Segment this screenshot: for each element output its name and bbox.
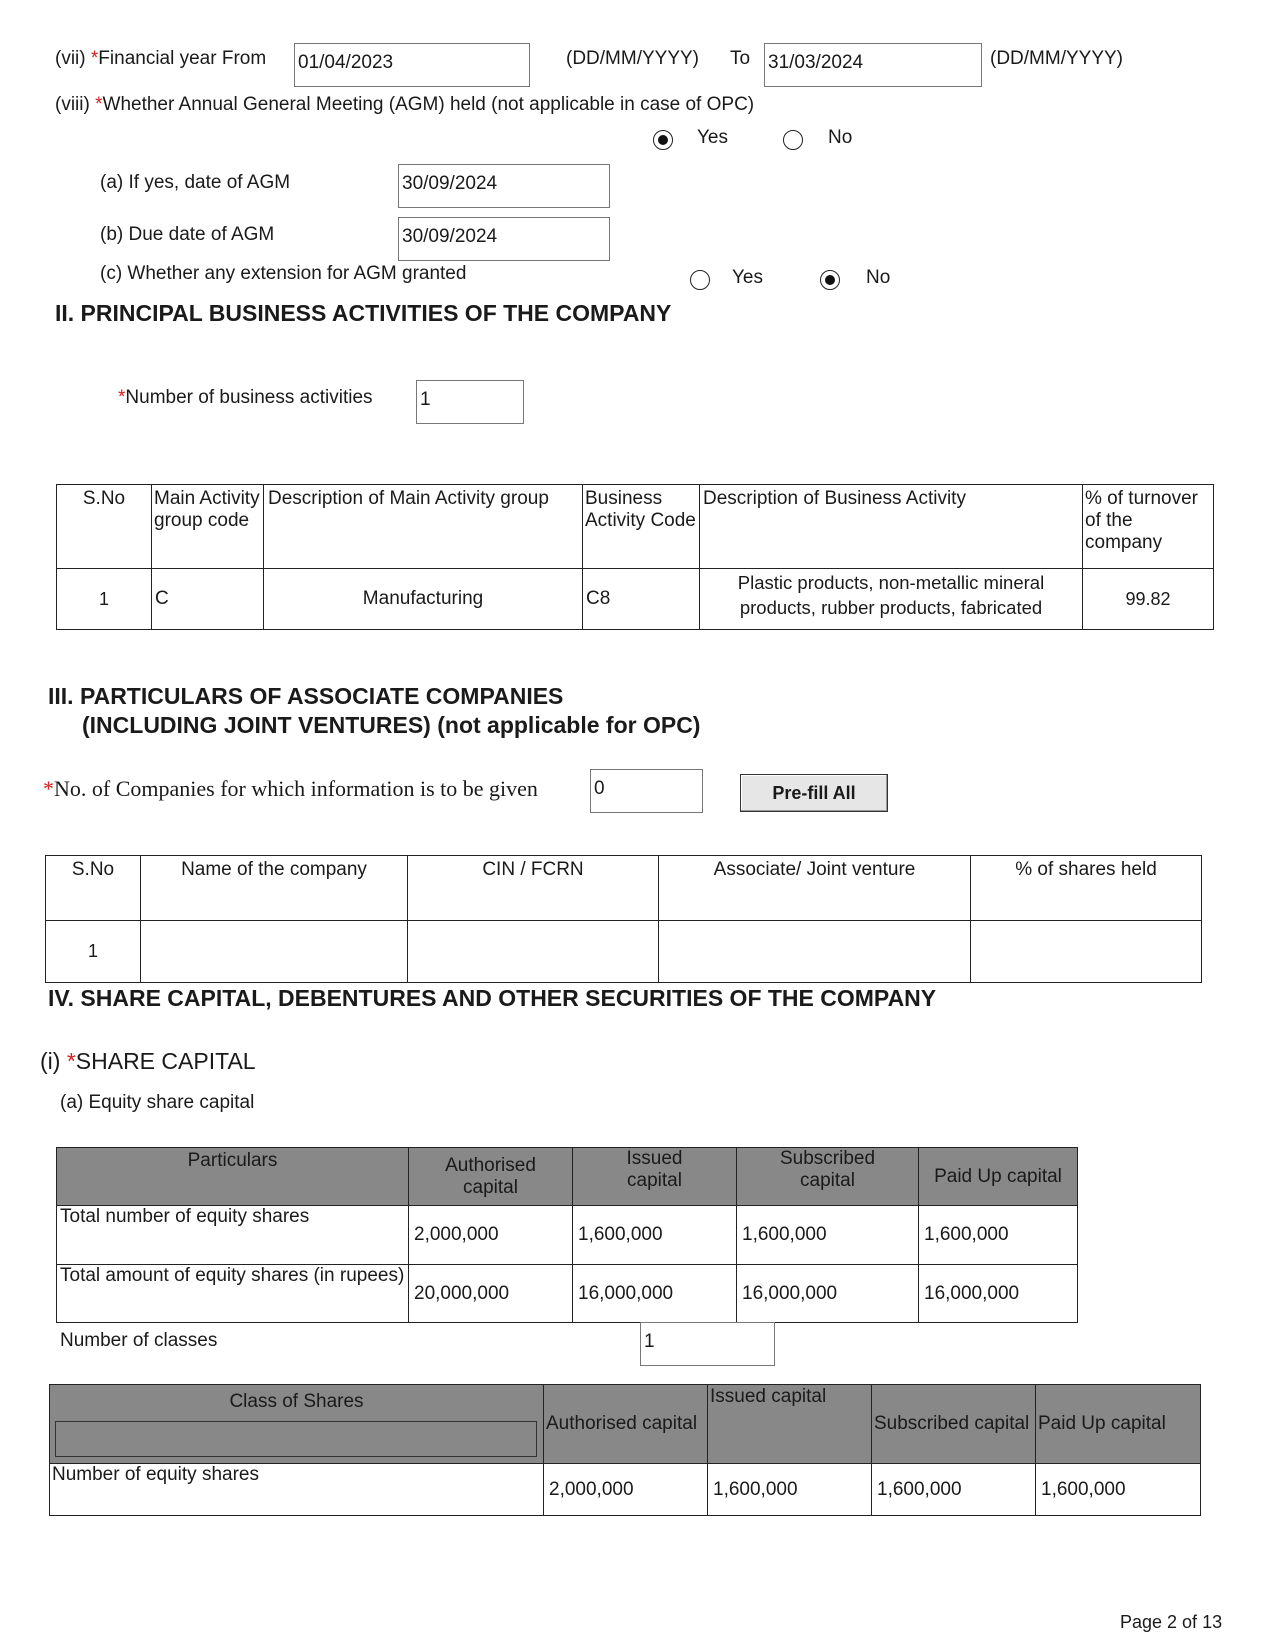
table-header-row: [50, 1385, 1201, 1464]
business-count-field[interactable]: 1: [416, 380, 524, 424]
header-shares-held: % of shares held: [971, 856, 1202, 921]
header-associate-jv: Associate/ Joint venture: [659, 856, 971, 921]
cell-paid-up[interactable]: 16,000,000: [919, 1265, 1078, 1323]
ext-yes-radio[interactable]: [690, 270, 710, 290]
header-sno: S.No: [46, 856, 141, 921]
agm-no-radio[interactable]: [783, 130, 803, 150]
cell-authorised[interactable]: 2,000,000: [409, 1206, 573, 1265]
header-authorised: Authorised capital: [409, 1148, 573, 1206]
fy-to-field[interactable]: 31/03/2024: [764, 43, 982, 87]
table-header-row: [46, 856, 1202, 921]
header-turnover: % of turnover of the company: [1083, 485, 1214, 569]
cell-shares-held[interactable]: [971, 921, 1202, 983]
table-row: [46, 921, 1202, 983]
cell-associate-jv[interactable]: [659, 921, 971, 983]
agm-no-label: No: [828, 127, 853, 148]
header-issued: Issued capital: [573, 1148, 737, 1206]
cell-authorised[interactable]: 20,000,000: [409, 1265, 573, 1323]
header-subscribed: Subscribed capital: [872, 1385, 1036, 1464]
equity-share-capital-table: [56, 1147, 1078, 1323]
cell-issued[interactable]: 16,000,000: [573, 1265, 737, 1323]
agm-yes-radio[interactable]: [653, 130, 673, 150]
header-cin: CIN / FCRN: [408, 856, 659, 921]
fy-from-format: (DD/MM/YYYY): [566, 48, 699, 69]
fy-label: (vii) *Financial year From: [55, 48, 267, 69]
cell-cin[interactable]: [408, 921, 659, 983]
classes-label: Number of classes: [60, 1330, 218, 1351]
section-3-heading: III. PARTICULARS OF ASSOCIATE COMPANIES: [48, 683, 564, 709]
cell-issued[interactable]: 1,600,000: [573, 1206, 737, 1265]
agm-date-field[interactable]: 30/09/2024: [398, 164, 610, 208]
cell-turnover: 99.82: [1083, 569, 1214, 630]
ext-no-radio[interactable]: [820, 270, 840, 290]
section-3-subheading: (INCLUDING JOINT VENTURES) (not applicable for OPC): [82, 712, 701, 738]
header-sno: S.No: [57, 485, 152, 569]
cell-paid-up[interactable]: 1,600,000: [1036, 1464, 1201, 1516]
equity-share-capital-label: (a) Equity share capital: [60, 1092, 255, 1113]
agm-question: (viii) *Whether Annual General Meeting (AGM) held (not applicable in case of OPC): [55, 94, 755, 115]
header-main-activity-desc: Description of Main Activity group: [264, 485, 583, 569]
agm-due-field[interactable]: 30/09/2024: [398, 217, 610, 261]
classes-field[interactable]: 1: [640, 1322, 775, 1366]
header-paid-up: Paid Up capital: [919, 1148, 1078, 1206]
cell-sno: 1: [46, 921, 141, 983]
header-particulars: Particulars: [57, 1148, 409, 1206]
header-paid-up: Paid Up capital: [1036, 1385, 1201, 1464]
table-row: [57, 1265, 1078, 1323]
cell-subscribed[interactable]: 1,600,000: [872, 1464, 1036, 1516]
cell-sno: 1: [57, 569, 152, 630]
class-of-shares-table: [49, 1384, 1201, 1516]
agm-due-label: (b) Due date of AGM: [100, 224, 275, 245]
associate-companies-table: [45, 855, 1202, 983]
row-label: Number of equity shares: [50, 1464, 544, 1516]
header-issued: Issued capital: [708, 1385, 872, 1464]
table-row: [57, 569, 1214, 630]
header-main-activity-code: Main Activity group code: [152, 485, 264, 569]
table-row: [50, 1464, 1201, 1516]
associate-count-field[interactable]: 0: [590, 769, 703, 813]
class-of-shares-input[interactable]: [55, 1421, 537, 1457]
cell-issued[interactable]: 1,600,000: [708, 1464, 872, 1516]
row-label: Total number of equity shares: [57, 1206, 409, 1265]
fy-to-label: To: [730, 48, 751, 69]
header-business-code: Business Activity Code: [583, 485, 700, 569]
header-business-desc: Description of Business Activity: [700, 485, 1083, 569]
agm-yes-label: Yes: [697, 127, 728, 148]
cell-business-code[interactable]: C8: [583, 569, 700, 630]
table-header-row: [57, 485, 1214, 569]
header-authorised: Authorised capital: [544, 1385, 708, 1464]
prefill-all-button[interactable]: Pre-fill All: [740, 774, 888, 812]
header-subscribed: Subscribed capital: [737, 1148, 919, 1206]
table-header-row: [57, 1148, 1078, 1206]
page-number: Page 2 of 13: [1120, 1612, 1223, 1632]
cell-authorised[interactable]: 2,000,000: [544, 1464, 708, 1516]
fy-from-field[interactable]: 01/04/2023: [294, 43, 530, 87]
associate-count-label: *No. of Companies for which information is to be given: [43, 776, 538, 801]
business-activities-table: [56, 484, 1214, 630]
cell-subscribed[interactable]: 1,600,000: [737, 1206, 919, 1265]
header-company-name: Name of the company: [141, 856, 408, 921]
share-capital-heading: (i) *SHARE CAPITAL: [40, 1048, 256, 1074]
cell-group: Manufacturing: [264, 569, 583, 630]
cell-subscribed[interactable]: 16,000,000: [737, 1265, 919, 1323]
ext-yes-label: Yes: [732, 267, 763, 288]
business-count-label: *Number of business activities: [118, 387, 373, 408]
cell-company-name[interactable]: [141, 921, 408, 983]
fy-to-format: (DD/MM/YYYY): [990, 48, 1123, 69]
ext-no-label: No: [866, 267, 891, 288]
section-2-heading: II. PRINCIPAL BUSINESS ACTIVITIES OF THE COMPANY: [55, 300, 672, 326]
table-row: [57, 1206, 1078, 1265]
agm-extension-label: (c) Whether any extension for AGM granted: [100, 263, 467, 284]
row-label: Total amount of equity shares (in rupees): [57, 1265, 409, 1323]
cell-business-desc: Plastic products, non-metallic mineral products, rubber products, fabricated: [700, 569, 1083, 630]
agm-date-label: (a) If yes, date of AGM: [100, 172, 291, 193]
section-4-heading: IV. SHARE CAPITAL, DEBENTURES AND OTHER SECURITIES OF THE COMPANY: [48, 985, 937, 1011]
cell-paid-up[interactable]: 1,600,000: [919, 1206, 1078, 1265]
header-class-of-shares: [50, 1385, 544, 1464]
cell-code[interactable]: C: [152, 569, 264, 630]
header-class-of-shares-label: Class of Shares: [229, 1391, 364, 1412]
